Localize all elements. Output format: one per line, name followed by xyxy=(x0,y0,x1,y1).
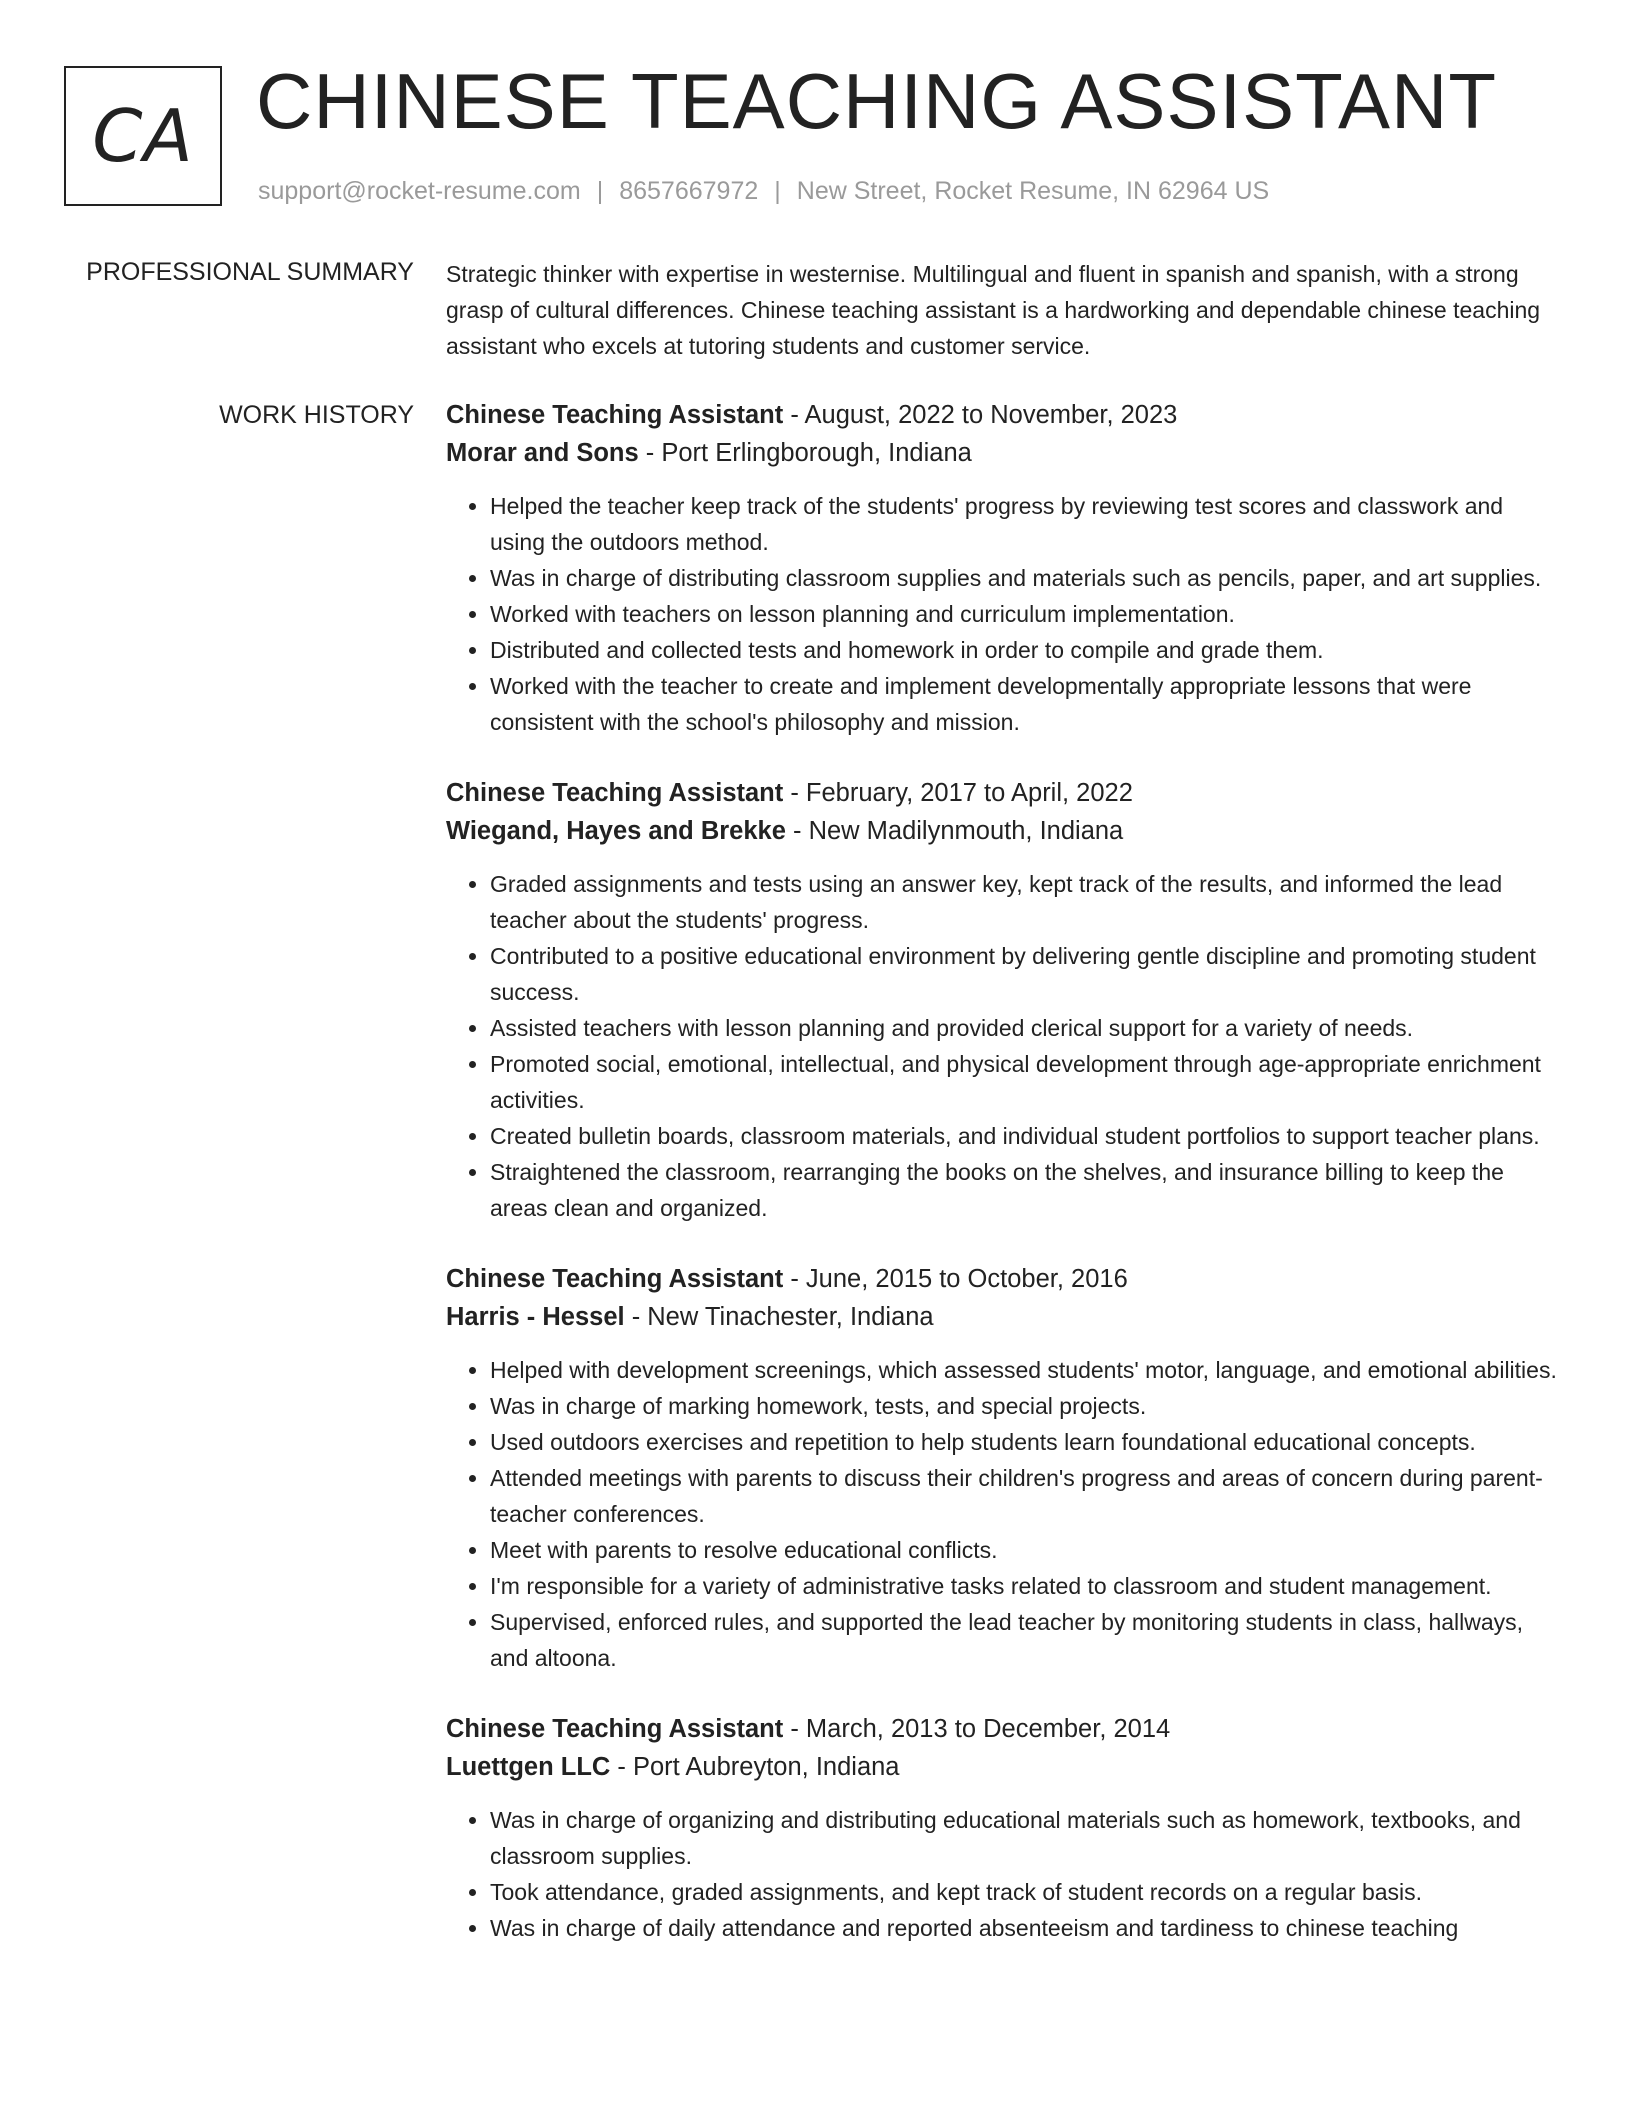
job-bullet: • Attended meetings with parents to discuss their children's progress and areas of concern during parent-teacher conferences. xyxy=(490,1460,1562,1532)
job-bullet: • Distributed and collected tests and homework in order to compile and grade them. xyxy=(490,632,1562,668)
job-entry xyxy=(446,1710,1562,1946)
job-dates: - March, 2013 to December, 2014 xyxy=(783,1715,1171,1743)
contact-separator: | xyxy=(774,177,781,205)
job-company: Luettgen LLC xyxy=(446,1753,611,1781)
job-bullet: • Was in charge of daily attendance and reported absenteeism and tardiness to chinese teaching xyxy=(490,1910,1562,1946)
job-bullet: • Contributed to a positive educational environment by delivering gentle discipline and promoting student success. xyxy=(490,938,1562,1010)
job-bullets xyxy=(446,1352,1562,1676)
job-bullet: • Assisted teachers with lesson planning and provided clerical support for a variety of needs. xyxy=(490,1010,1562,1046)
job-company-line xyxy=(446,1298,1562,1336)
job-location: - New Tinachester, Indiana xyxy=(624,1303,934,1331)
job-bullet: • Worked with teachers on lesson planning and curriculum implementation. xyxy=(490,596,1562,632)
job-bullet: • Straightened the classroom, rearranging the books on the shelves, and insurance billing to keep the areas clean and organized. xyxy=(490,1154,1562,1226)
contact-line xyxy=(258,174,1269,208)
job-entry xyxy=(446,774,1562,1226)
contact-separator: | xyxy=(596,177,604,205)
contact-address: New Street, Rocket Resume, IN 62964 US xyxy=(796,177,1270,205)
job-title: Chinese Teaching Assistant xyxy=(446,779,784,807)
job-company-line xyxy=(446,812,1562,850)
job-entry xyxy=(446,1260,1562,1676)
job-bullet: • Was in charge of organizing and distributing educational materials such as homework, textbooks, and classroom supplies. xyxy=(490,1802,1562,1874)
job-bullet: • Graded assignments and tests using an answer key, kept track of the results, and informed the lead teacher about the students' progress. xyxy=(490,866,1562,938)
job-bullet: • Was in charge of marking homework, tests, and special projects. xyxy=(490,1388,1562,1424)
job-entry xyxy=(446,396,1562,740)
job-bullet: • Took attendance, graded assignments, and kept track of student records on a regular basis. xyxy=(490,1874,1562,1910)
job-bullet: • Helped with development screenings, which assessed students' motor, language, and emotional abilities. xyxy=(490,1352,1562,1388)
job-company-line xyxy=(446,434,1562,472)
job-bullets xyxy=(446,488,1562,740)
job-bullet: • Helped the teacher keep track of the students' progress by reviewing test scores and classwork and using the outdoors method. xyxy=(490,488,1562,560)
job-company: Wiegand, Hayes and Brekke xyxy=(446,817,786,845)
job-bullet: • Was in charge of distributing classroom supplies and materials such as pencils, paper, and art supplies. xyxy=(490,560,1562,596)
job-title-line xyxy=(446,774,1562,812)
job-dates: - August, 2022 to November, 2023 xyxy=(783,401,1178,429)
work-history-heading: WORK HISTORY xyxy=(219,401,414,429)
job-location: - Port Aubreyton, Indiana xyxy=(610,1753,900,1781)
job-bullets xyxy=(446,1802,1562,1946)
resume-title: CHINESE TEACHING ASSISTANT xyxy=(256,57,1498,145)
job-location: - New Madilynmouth, Indiana xyxy=(785,817,1124,845)
job-bullet: • I'm responsible for a variety of administrative tasks related to classroom and student management. xyxy=(490,1568,1562,1604)
contact-phone: 8657667972 xyxy=(619,177,759,205)
job-bullets xyxy=(446,866,1562,1226)
job-bullet: • Meet with parents to resolve educational conflicts. xyxy=(490,1532,1562,1568)
job-bullet: • Created bulletin boards, classroom materials, and individual student portfolios to support teacher plans. xyxy=(490,1118,1562,1154)
job-title: Chinese Teaching Assistant xyxy=(446,401,784,429)
job-location: - Port Erlingborough, Indiana xyxy=(638,439,972,467)
job-company: Morar and Sons xyxy=(446,439,639,467)
job-title: Chinese Teaching Assistant xyxy=(446,1715,784,1743)
summary-heading: PROFESSIONAL SUMMARY xyxy=(86,258,414,286)
job-title-line xyxy=(446,396,1562,434)
job-company: Harris - Hessel xyxy=(446,1303,625,1331)
job-title-line xyxy=(446,1710,1562,1748)
job-title: Chinese Teaching Assistant xyxy=(446,1265,784,1293)
work-history-body xyxy=(446,396,1562,1980)
summary-body xyxy=(446,256,1562,364)
job-bullet: • Worked with the teacher to create and implement developmentally appropriate lessons that were consistent with the school's philosophy and mission. xyxy=(490,668,1562,740)
job-dates: - February, 2017 to April, 2022 xyxy=(783,779,1133,807)
job-company-line xyxy=(446,1748,1562,1786)
summary-text: Strategic thinker with expertise in westernise. Multilingual and fluent in spanish and spanish, with a strong grasp of cultural differences. Chinese teaching assistant is a hardworking and dependable chinese teaching assistant who excels at tutoring students and customer service. xyxy=(446,261,1541,359)
job-dates: - June, 2015 to October, 2016 xyxy=(783,1265,1128,1293)
job-bullet: • Used outdoors exercises and repetition to help students learn foundational educational concepts. xyxy=(490,1424,1562,1460)
contact-email: support@rocket-resume.com xyxy=(258,177,581,205)
job-bullet: • Supervised, enforced rules, and supported the lead teacher by monitoring students in class, hallways, and altoona. xyxy=(490,1604,1562,1676)
job-title-line xyxy=(446,1260,1562,1298)
job-bullet: • Promoted social, emotional, intellectual, and physical development through age-appropriate enrichment activities. xyxy=(490,1046,1562,1118)
monogram-logo: CA xyxy=(64,66,222,206)
